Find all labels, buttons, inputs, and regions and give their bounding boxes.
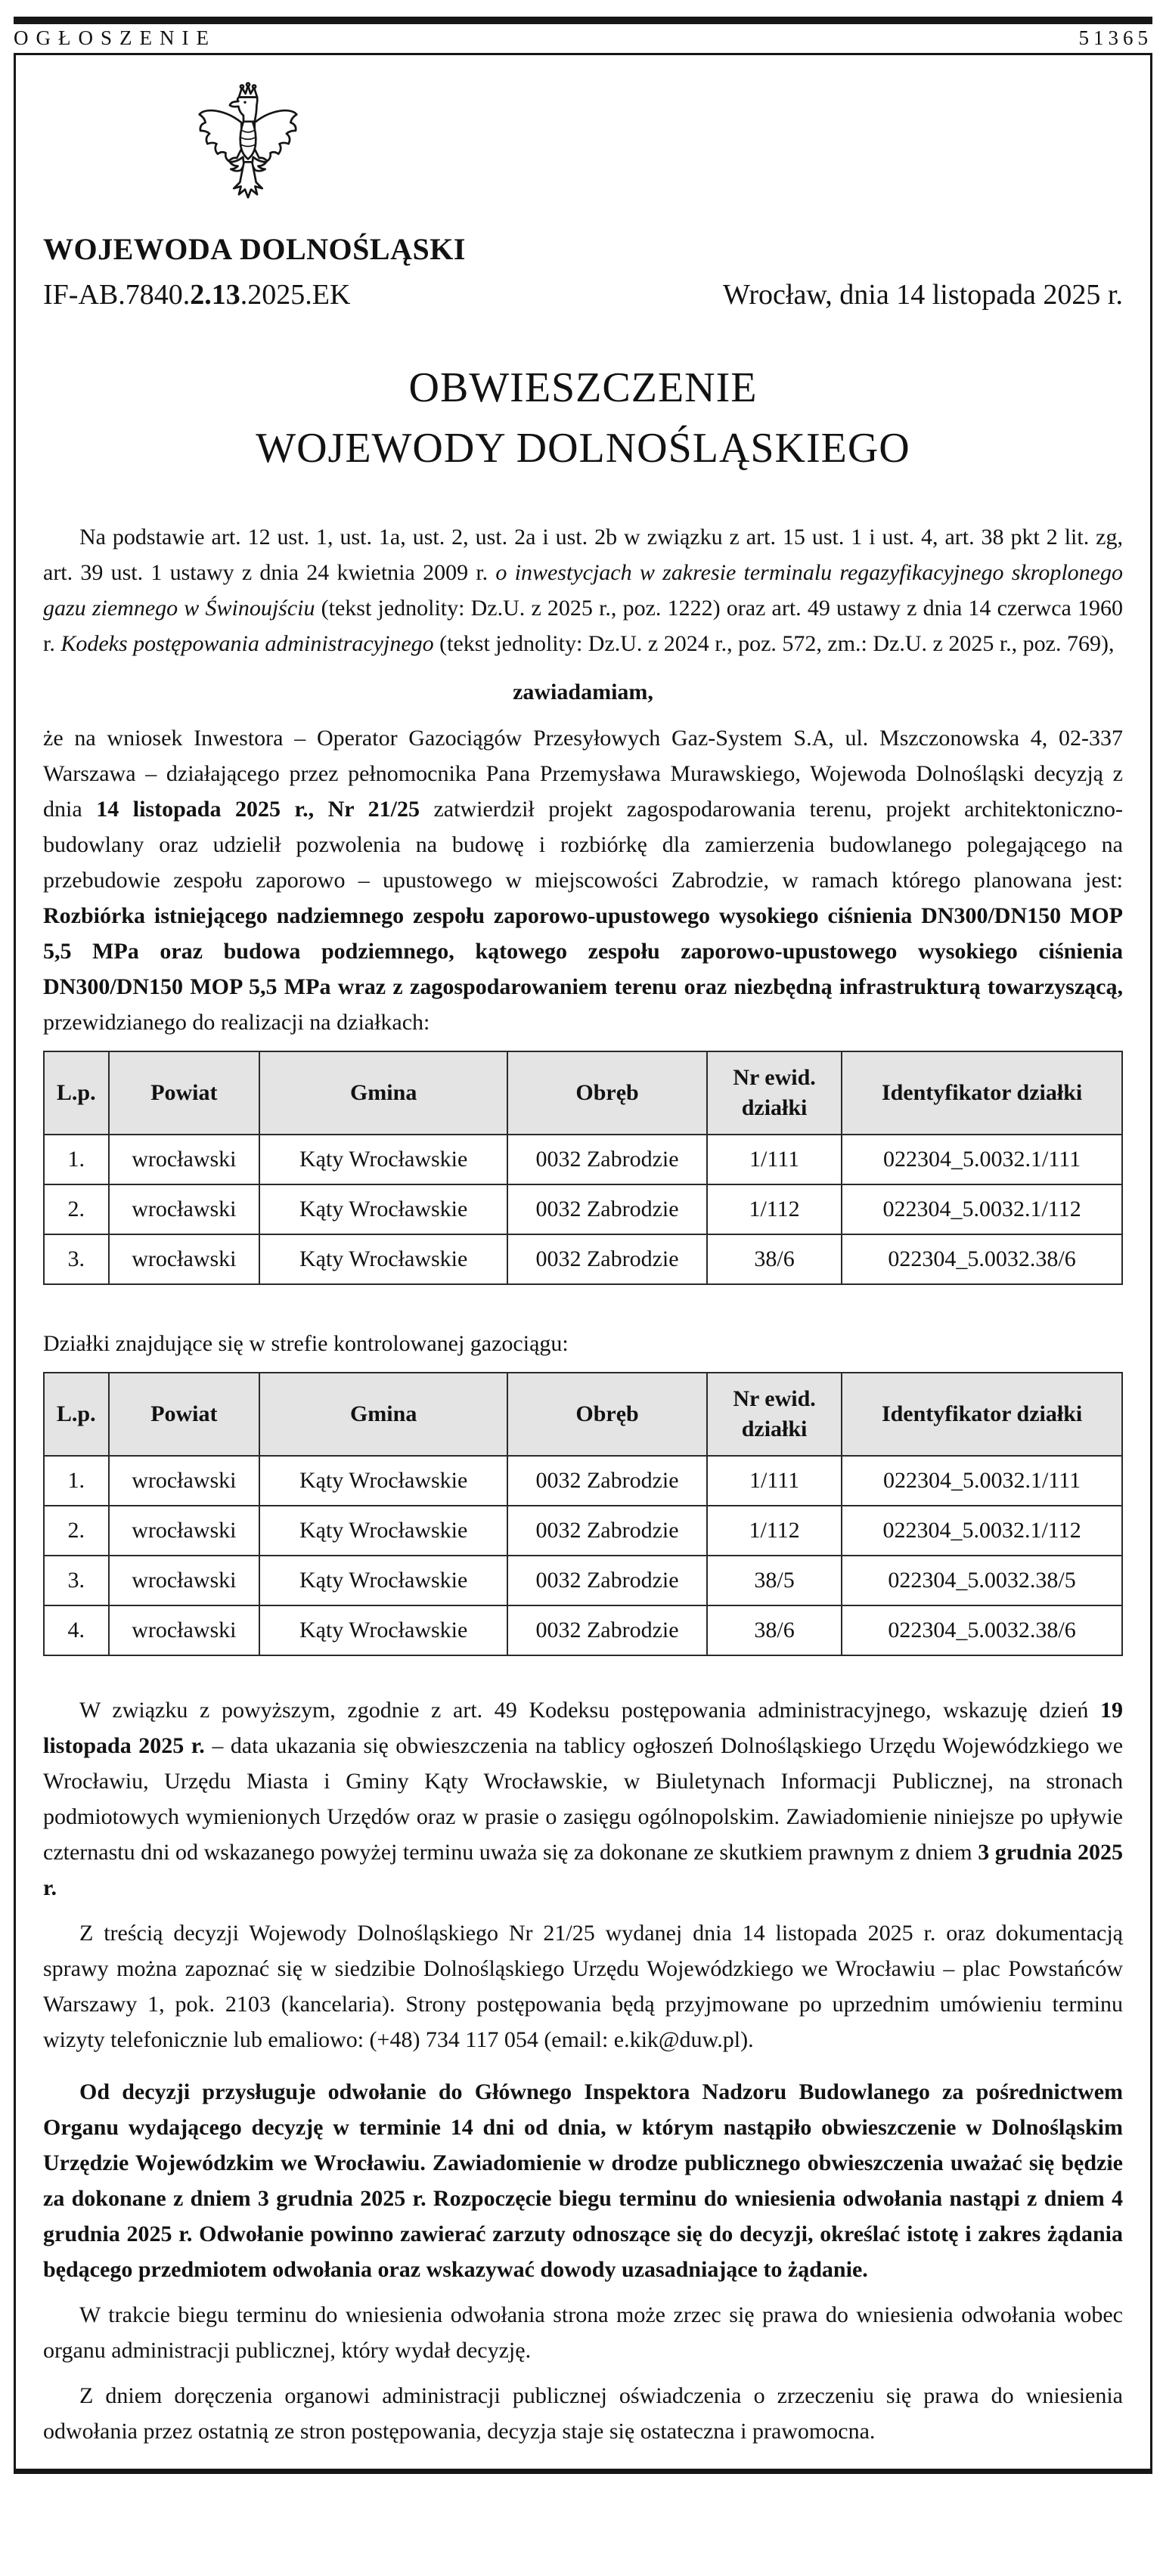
table-cell: 38/6 [707,1605,842,1655]
waiver-paragraph [43,2297,1123,2368]
table-row [44,1456,1122,1506]
table-cell: Kąty Wrocławskie [259,1605,507,1655]
table-cell: 1/111 [707,1135,842,1184]
column-header: Gmina [259,1051,507,1135]
table-cell: wrocławski [109,1556,260,1605]
notice-word: zawiadamiam, [513,680,653,704]
table-cell: 0032 Zabrodzie [507,1456,707,1506]
table-cell: wrocławski [109,1506,260,1556]
table-cell: 2. [44,1184,109,1234]
column-header: Identyfikator działki [842,1373,1122,1456]
polish-eagle-emblem [197,81,299,223]
column-header: Nr ewid. działki [707,1373,842,1456]
table-cell: 3. [44,1556,109,1605]
table-cell: 022304_5.0032.38/5 [842,1556,1122,1605]
table-row [44,1184,1122,1234]
table-cell: 022304_5.0032.1/111 [842,1456,1122,1506]
table-cell: 022304_5.0032.38/6 [842,1234,1122,1284]
case-row [43,277,1123,312]
column-header: Identyfikator działki [842,1051,1122,1135]
table-row [44,1605,1122,1655]
table-cell: wrocławski [109,1456,260,1506]
text-segment: Rozbiórka istniejącego nadziemnego zespołu zaporowo-upustowego wysokiego ciśnienia DN300/DN150 MOP 5,5 MPa oraz budowa podziemnego, kątowego zespołu zaporowo-upustowego wysokiego ciśnienia DN300/DN150 MOP 5,5 MPa wraz z zagospodarowaniem terenu oraz niezbędną infrastrukturą towarzyszącą, [43,903,1123,999]
table-cell: Kąty Wrocławskie [259,1456,507,1506]
document-title [43,358,1123,478]
masthead [14,26,1152,50]
masthead-section-label: OGŁOSZENIE [14,26,216,49]
table-cell: Kąty Wrocławskie [259,1234,507,1284]
table-cell: Kąty Wrocławskie [259,1556,507,1605]
header-row [44,1373,1122,1456]
text-segment: (tekst jednolity: Dz.U. z 2024 r., poz. 572, zm.: Dz.U. z 2025 r., poz. 769), [433,631,1115,656]
table-row [44,1135,1122,1184]
table-row [44,1506,1122,1556]
table-cell: wrocławski [109,1135,260,1184]
table-cell: Kąty Wrocławskie [259,1135,507,1184]
text-segment: W związku z powyższym, zgodnie z art. 49 Kodeksu postępowania administracyjnego, wskazuję dzień [79,1698,1100,1723]
table-cell: 0032 Zabrodzie [507,1605,707,1655]
header-row [44,1051,1122,1135]
case-number-bold-part: 2.13 [190,279,240,311]
table-cell: 1/112 [707,1184,842,1234]
column-header: Gmina [259,1373,507,1456]
control-zone-label: Działki znajdujące się w strefie kontrolowanej gazociągu: [43,1331,569,1356]
parcels-table-header [44,1051,1122,1135]
control-zone-table-body [44,1456,1122,1655]
table-cell: 022304_5.0032.38/6 [842,1605,1122,1655]
column-header: Obręb [507,1373,707,1456]
document-title-line1: OBWIESZCZENIE [408,364,758,411]
parcels-table [43,1051,1123,1285]
column-header: L.p. [44,1051,109,1135]
table-cell: 1. [44,1135,109,1184]
masthead-rule-bar [14,17,1152,24]
text-segment: Z dniem doręczenia organowi administracji publicznej oświadczenia o zrzeczeniu się prawa do wniesienia odwołania przez ostatnią ze stron postępowania, decyzja staje się ostateczna i prawomocna. [43,2383,1123,2444]
decision-paragraph [43,720,1123,1040]
masthead-announcement-number: 51365 [1078,26,1152,49]
table-cell: 0032 Zabrodzie [507,1506,707,1556]
column-header: Powiat [109,1373,260,1456]
column-header: L.p. [44,1373,109,1456]
column-header: Obręb [507,1051,707,1135]
place-and-date: Wrocław, dnia 14 listopada 2025 r. [723,279,1123,311]
table-cell: wrocławski [109,1184,260,1234]
text-segment: (tekst jednolity: Dz.U. z 2025 r., poz. 1222) oraz art. 49 ustawy z dnia 14 czerwca 1960 r. [43,596,1123,656]
text-segment: zatwierdził projekt zagospodarowania terenu, projekt architektoniczno-budowlany oraz udzielił pozwolenia na budowę i rozbiórkę dla zamierzenia budowlanego polegającego na przebudowie zespołu zaporowo – upustowego w miejscowości Zabrodzie, w ramach którego planowana jest: [43,797,1123,893]
publication-paragraph [43,1692,1123,1906]
case-number-prefix: IF-AB.7840. [43,279,191,311]
control-zone-table [43,1372,1123,1656]
text-segment: 3 grudnia 2025 r. [43,1840,1123,1900]
access-paragraph [43,1915,1123,2057]
column-header: Nr ewid. działki [707,1051,842,1135]
table-cell: 38/5 [707,1556,842,1605]
text-segment: Od decyzji przysługuje odwołanie do Głównego Inspektora Nadzoru Budowlanego za pośrednictwem Organu wydającego decyzję w terminie 14 dni od dnia, w którym nastąpiło obwieszczenie w Dolnośląskim Urzędzie Wojewódzkim we Wrocławiu. Zawiadomienie w drodze publicznego obwieszczenia uważać się będzie za dokonane z dniem 3 grudnia 2025 r. Rozpoczęcie biegu terminu do wniesienia odwołania nastąpi z dniem 4 grudnia 2025 r. Odwołanie powinno zawierać zarzuty odnoszące się do decyzji, określać istotę i zakres żądania będącego przedmiotem odwołania oraz wskazywać dowody uzasadniające to żądanie. [43,2079,1123,2282]
table-row [44,1556,1122,1605]
table-cell: 1. [44,1456,109,1506]
table-cell: 0032 Zabrodzie [507,1234,707,1284]
table-cell: Kąty Wrocławskie [259,1506,507,1556]
text-segment: – data ukazania się obwieszczenia na tablicy ogłoszeń Dolnośląskiego Urzędu Wojewódzkiego we Wrocławiu, Urzędu Miasta i Gminy Kąty Wrocławskie, w Biuletynach Informacji Publicznej, na stronach podmiotowych wymienionych Urzędów oraz w prasie o zasięgu ogólnopolskim. Zawiadomienie niniejsze po upływie czternastu dni od wskazanego powyżej terminu uważa się za dokonane ze skutkiem prawnym z dniem [43,1733,1124,1865]
legal-basis-paragraph [43,519,1123,661]
text-segment: Kodeks postępowania administracyjnego [60,631,434,656]
table-cell: 2. [44,1506,109,1556]
table-cell: 1/111 [707,1456,842,1506]
table-cell: 0032 Zabrodzie [507,1556,707,1605]
control-zone-table-header [44,1373,1122,1456]
document-body [43,519,1123,2449]
table-cell: 4. [44,1605,109,1655]
text-segment: że na wniosek Inwestora – Operator Gazociągów Przesyłowych Gaz-System S.A, ul. Mszczonowska 4, 02-337 Warszawa – działającego przez pełnomocnika Pana Przemysława Murawskiego, Wojewoda Dolnośląski decyzją z dnia [43,726,1123,822]
document-title-line2: WOJEWODY DOLNOŚLĄSKIEGO [256,425,910,472]
table-cell: 1/112 [707,1506,842,1556]
table-cell: Kąty Wrocławskie [259,1184,507,1234]
appeal-paragraph [43,2074,1123,2287]
table-row [44,1234,1122,1284]
parcels-table-body [44,1135,1122,1284]
finality-paragraph [43,2378,1123,2449]
text-segment: 19 listopada 2025 r. [43,1698,1123,1758]
text-segment: przewidzianego do realizacji na działkach: [43,1010,430,1035]
text-segment: Na podstawie art. 12 ust. 1, ust. 1a, ust. 2, ust. 2a i ust. 2b w związku z art. 15 ust. 1 i ust. 4, art. 38 pkt 2 lit. zg, art. 39 ust. 1 ustawy z dnia 24 kwietnia 2009 r. [43,525,1123,585]
column-header: Powiat [109,1051,260,1135]
table-cell: 022304_5.0032.1/112 [842,1184,1122,1234]
table-cell: 0032 Zabrodzie [507,1135,707,1184]
table-cell: 3. [44,1234,109,1284]
table-cell: 0032 Zabrodzie [507,1184,707,1234]
table-cell: wrocławski [109,1234,260,1284]
text-segment: Z treścią decyzji Wojewody Dolnośląskiego Nr 21/25 wydanej dnia 14 listopada 2025 r. oraz dokumentacją sprawy można zapoznać się w siedzibie Dolnośląskiego Urzędu Wojewódzkiego we Wrocławiu – plac Powstańców Warszawy 1, pok. 2103 (kancelaria). Strony postępowania będą przyjmowane po uprzednim umówieniu terminu wizyty telefonicznie lub emaliowo: (+48) 734 117 054 (email: e.kik@duw.pl). [43,1921,1123,2052]
table-cell: wrocławski [109,1605,260,1655]
text-segment: o inwestycjach w zakresie terminalu regazyfikacyjnego skroplonego gazu ziemnego w Świnoujściu [43,560,1124,621]
case-number-suffix: .2025.EK [240,279,351,311]
text-segment: 14 listopada 2025 r., Nr 21/25 [96,797,420,822]
announcement-sheet [14,53,1152,2474]
office-name: WOJEWODA DOLNOŚLĄSKI [43,232,466,266]
table-cell: 022304_5.0032.1/111 [842,1135,1122,1184]
text-segment: W trakcie biegu terminu do wniesienia odwołania strona może zrzec się prawa do wniesienia odwołania wobec organu administracji publicznej, który wydał decyzję. [43,2302,1123,2363]
table-cell: 38/6 [707,1234,842,1284]
case-number [43,277,350,312]
table-cell: 022304_5.0032.1/112 [842,1506,1122,1556]
